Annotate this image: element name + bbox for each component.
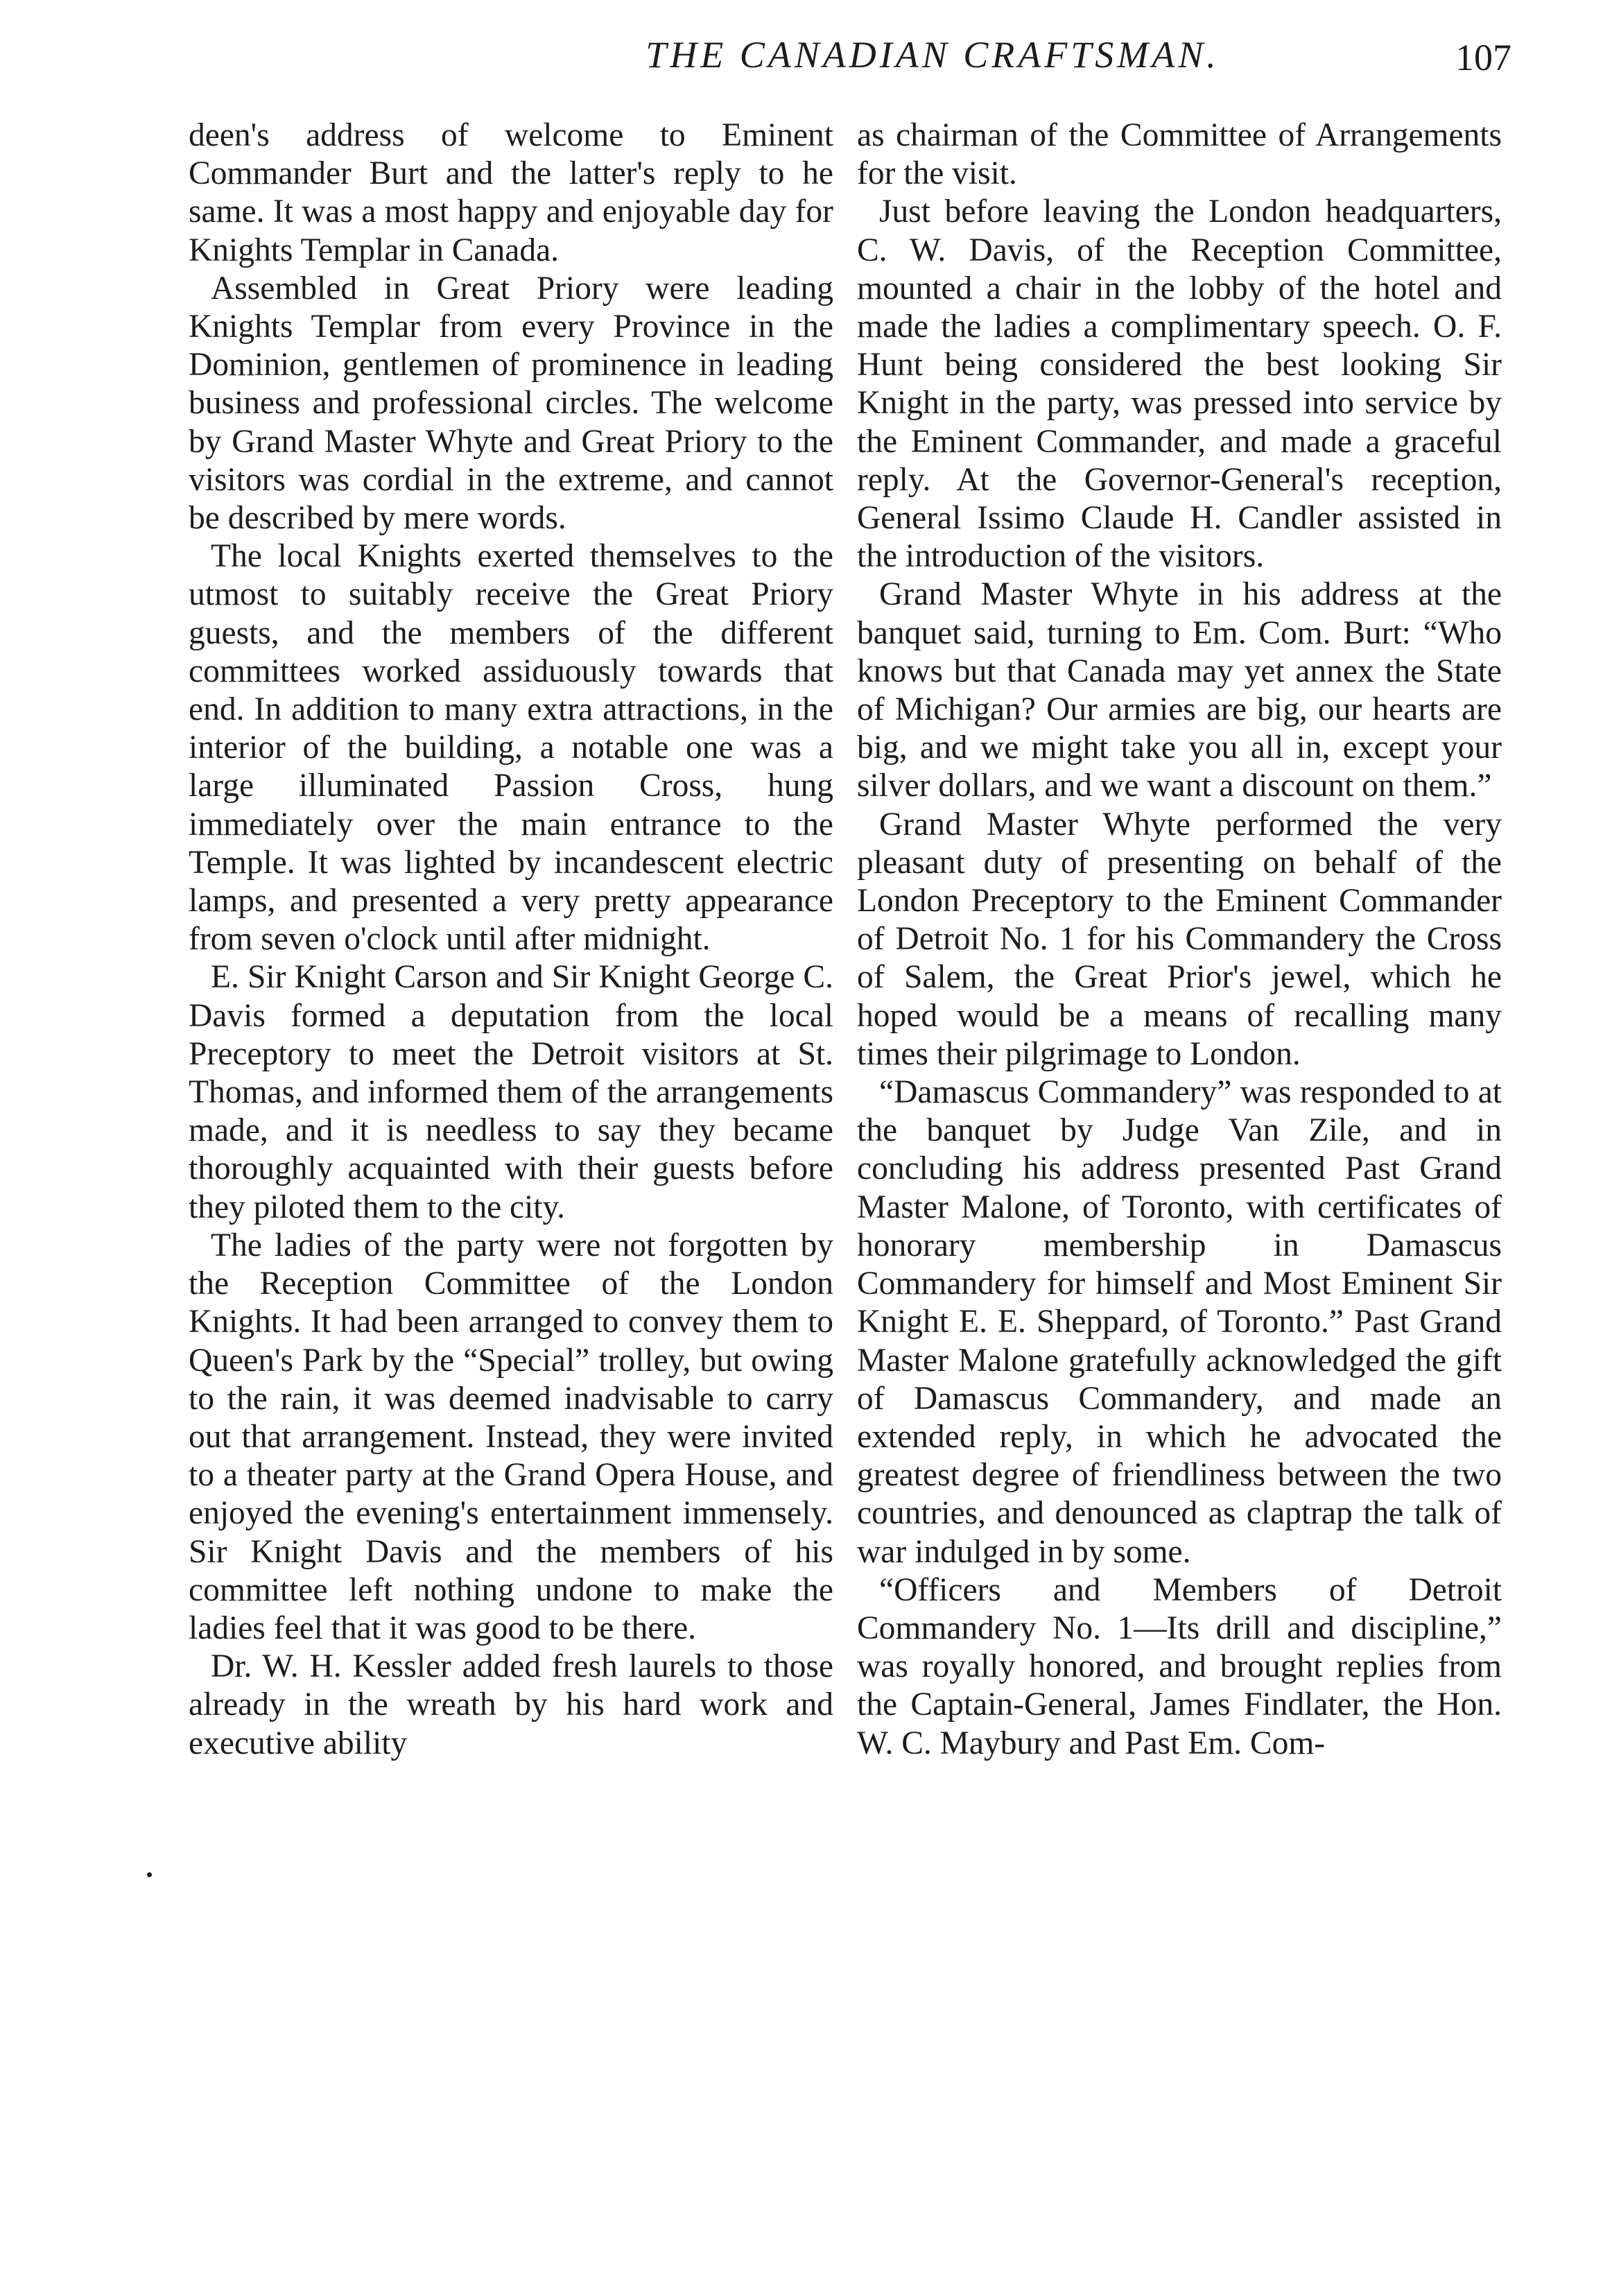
left-column (189, 116, 833, 1763)
ink-speck (147, 1872, 152, 1877)
right-column (857, 116, 1502, 1763)
paragraph: Grand Master Whyte in his address at the banquet said, turning to Em. Com. Burt: “Who knows but that Canada may yet annex the State of Michigan? Our armies are big, our hearts are big, and we might take you all in, except your silver dollars, and we want a discount on them.” (857, 576, 1502, 804)
paragraph: “Officers and Members of Detroit Commandery No. 1—Its drill and discipline,” was royally honored, and brought replies from the Captain-General, James Findlater, the Hon. W. C. Maybury and Past Em. Com- (857, 1571, 1502, 1761)
paragraph: Just before leaving the London headquarters, C. W. Davis, of the Reception Committee, mounted a chair in the lobby of the hotel and made the ladies a complimentary speech. O. F. Hunt being considered the best looking Sir Knight in the party, was pressed into service by the Eminent Commander, and made a graceful reply. At the Governor-General's reception, General Issimo Claude H. Candler assisted in the introduction of the visitors. (857, 193, 1502, 575)
paragraph: The local Knights exerted themselves to the utmost to suitably receive the Great Priory guests, and the members of the different committees worked assiduously towards that end. In addition to many extra attractions, in the interior of the building, a notable one was a large illuminated Passion Cross, hung immediately over the main entrance to the Temple. It was lighted by incandescent electric lamps, and presented a very pretty appearance from seven o'clock until after midnight. (189, 538, 833, 958)
paragraph: deen's address of welcome to Eminent Commander Burt and the latter's reply to he same. It was a most happy and enjoyable day for Knights Templar in Canada. (189, 117, 833, 268)
paragraph: Assembled in Great Priory were leading Knights Templar from every Province in the Dominion, gentlemen of prominence in leading business and professional circles. The welcome by Grand Master Whyte and Great Priory to the visitors was cordial in the extreme, and cannot be described by mere words. (189, 270, 833, 537)
paragraph: E. Sir Knight Carson and Sir Knight George C. Davis formed a deputation from the local Preceptory to meet the Detroit visitors at St. Thomas, and informed them of the arrangements made, and it is needless to say they became thoroughly acquainted with their guests before they piloted them to the city. (189, 959, 833, 1225)
paragraph: Grand Master Whyte performed the very pleasant duty of presenting on behalf of the London Preceptory to the Eminent Commander of Detroit No. 1 for his Commandery the Cross of Salem, the Great Prior's jewel, which he hoped would be a means of recalling many times their pilgrimage to London. (857, 806, 1502, 1072)
page-number: 107 (1455, 37, 1511, 78)
paragraph: Dr. W. H. Kessler added fresh laurels to those already in the wreath by his hard work and executive ability (189, 1648, 833, 1761)
running-head-title: THE CANADIAN CRAFTSMAN. (645, 34, 1220, 76)
paragraph: as chairman of the Committee of Arrangements for the visit. (857, 117, 1502, 192)
paragraph: The ladies of the party were not forgotten by the Reception Committee of the London Knights. It had been arranged to convey them to Queen's Park by the “Special” trolley, but owing to the rain, it was deemed inadvisable to carry out that arrangement. Instead, they were invited to a theater party at the Grand Opera House, and enjoyed the evening's entertainment immensely. Sir Knight Davis and the members of his committee left nothing undone to make the ladies feel that it was good to be there. (189, 1227, 833, 1646)
paragraph: “Damascus Commandery” was responded to at the banquet by Judge Van Zile, and in concluding his address presented Past Grand Master Malone, of Toronto, with certificates of honorary membership in Damascus Commandery for himself and Most Eminent Sir Knight E. E. Sheppard, of Toronto.” Past Grand Master Malone gratefully acknowledged the gift of Damascus Commandery, and made an extended reply, in which he advocated the greatest degree of friendliness between the two countries, and denounced as claptrap the talk of war indulged in by some. (857, 1074, 1502, 1570)
